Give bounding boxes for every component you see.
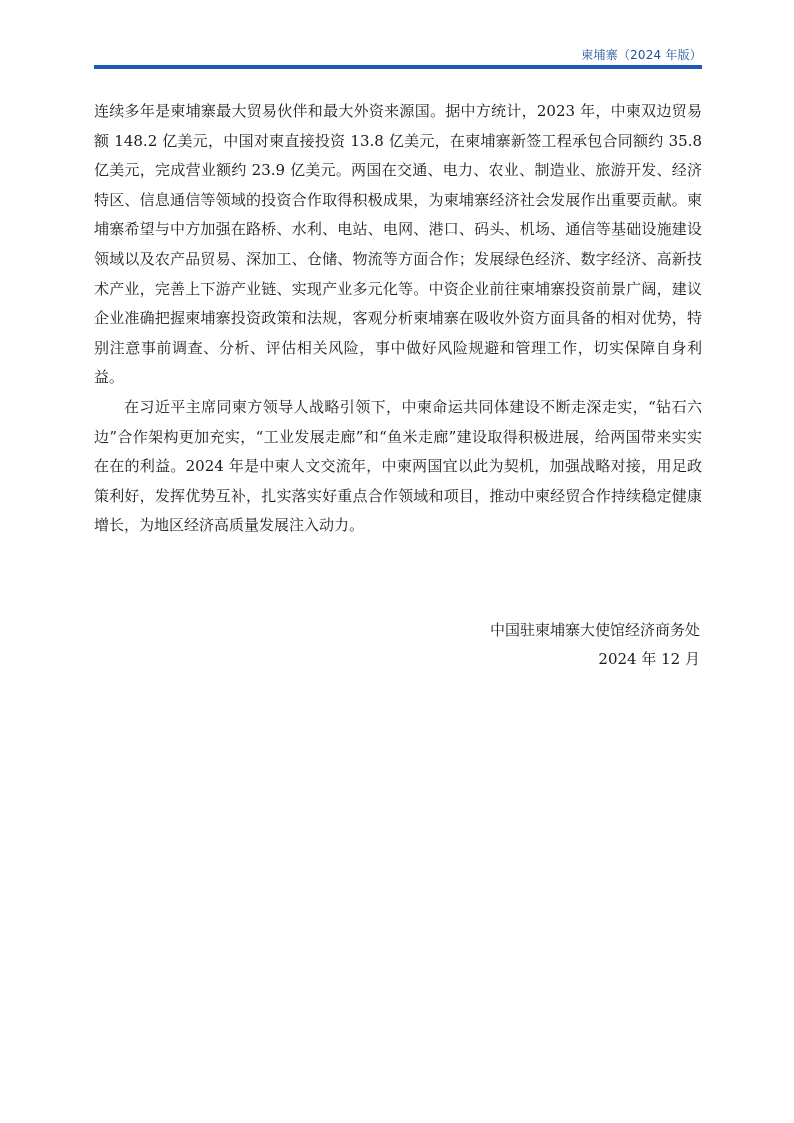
header-divider — [94, 65, 702, 69]
signature-organization: 中国驻柬埔寨大使馆经济商务处 — [489, 621, 700, 639]
body-text — [94, 97, 702, 541]
body-paragraph-2: 在习近平主席同柬方领导人战略引领下，中柬命运共同体建设不断走深走实，“钻石六边”合作架构更加充实，“工业发展走廊”和“鱼米走廊”建设取得积极进展，给两国带来实实在在的利益。2024 年是中柬人文交流年，中柬两国宜以此为契机，加强战略对接，用足政策利好，发挥优势互补，扎实落实好重点合作领域和项目，推动中柬经贸合作持续稳定健康增长，为地区经济高质量发展注入动力。 — [94, 397, 702, 535]
running-header-title: 柬埔寨（2024 年版） — [581, 48, 702, 62]
signature-date: 2024 年 12 月 — [598, 650, 700, 668]
body-paragraph-1: 连续多年是柬埔寨最大贸易伙伴和最大外资来源国。据中方统计，2023 年，中柬双边贸易额 148.2 亿美元，中国对柬直接投资 13.8 亿美元，在柬埔寨新签工程承包合同额约 35.8 亿美元，完成营业额约 23.9 亿美元。两国在交通、电力、农业、制造业、旅游开发、经济特区、信息通信等领域的投资合作取得积极成果，为柬埔寨经济社会发展作出重要贡献。柬埔寨希望与中方加强在路桥、水利、电站、电网、港口、码头、机场、通信等基础设施建设领域以及农产品贸易、深加工、仓储、物流等方面合作；发展绿色经济、数字经济、高新技术产业，完善上下游产业链、实现产业多元化等。中资企业前往柬埔寨投资前景广阔，建议企业准确把握柬埔寨投资政策和法规，客观分析柬埔寨在吸收外资方面具备的相对优势，特别注意事前调查、分析、评估相关风险，事中做好风险规避和管理工作，切实保障自身利益。 — [94, 102, 702, 387]
signature-block — [94, 616, 700, 674]
